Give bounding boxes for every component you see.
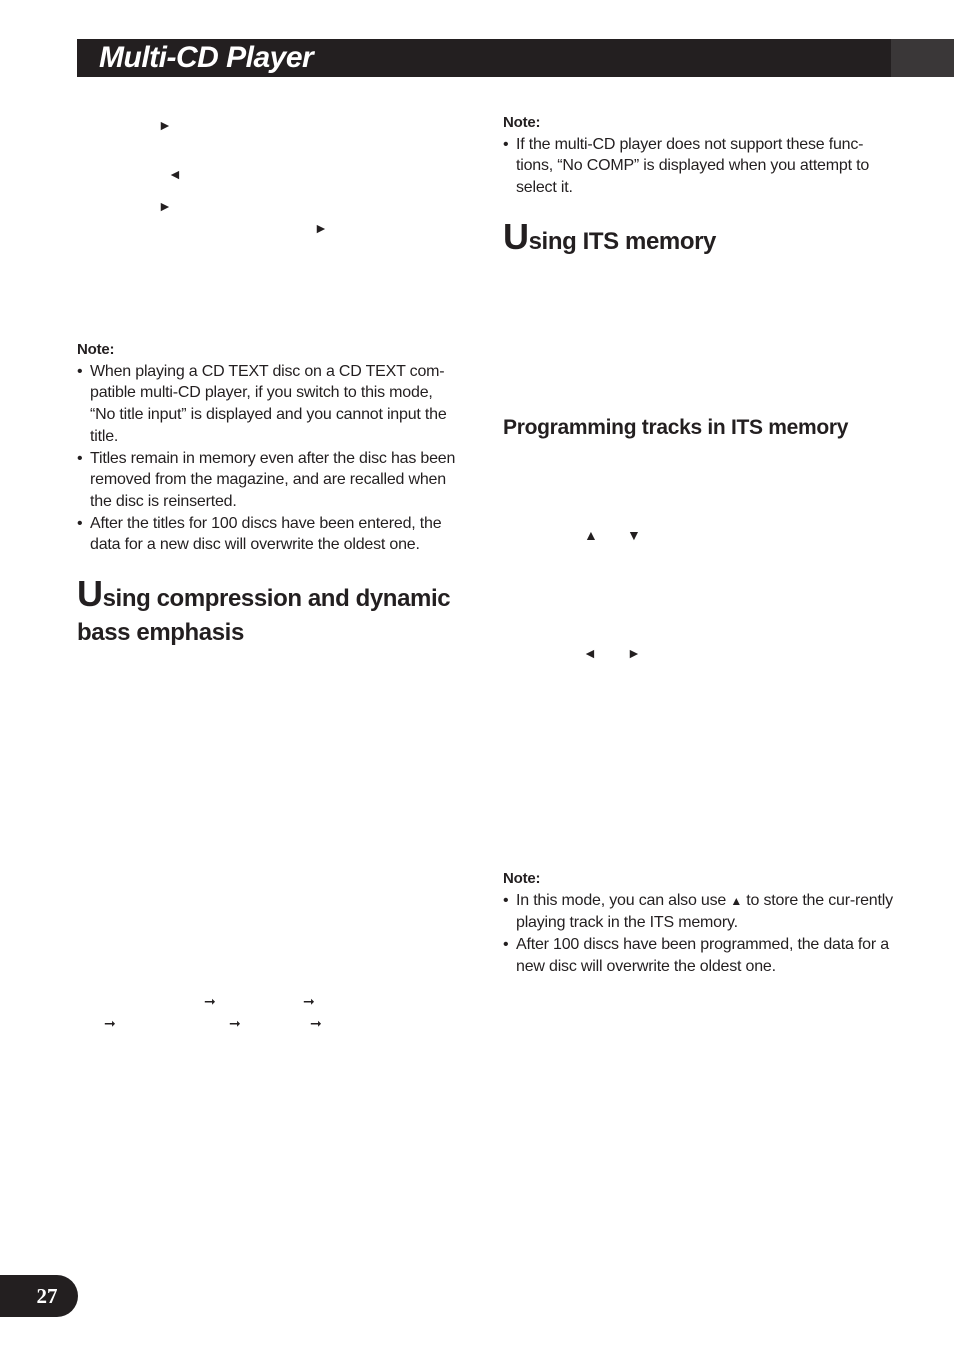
- play-right-icon: ►: [627, 645, 641, 661]
- right-bottom-note: [503, 868, 898, 978]
- note-label: Note:: [503, 114, 541, 131]
- play-right-icon: ►: [158, 198, 172, 214]
- right-top-note: [503, 112, 898, 199]
- note-bullet: • If the multi-CD player does not support these func-tions, “No COMP” is displayed when you attempt to select it.: [503, 134, 898, 199]
- section-initial: U: [77, 573, 103, 614]
- arrow-right-icon: ➞: [229, 1015, 241, 1031]
- compression-section-title: [77, 573, 462, 650]
- bullet-text: to store the cur-rently playing track in the ITS memory.: [516, 891, 893, 932]
- up-arrow-icon: ▲: [730, 893, 743, 908]
- note-label: Note:: [77, 341, 115, 358]
- play-right-icon: ►: [314, 220, 328, 236]
- arrow-right-icon: ➞: [303, 993, 315, 1009]
- down-arrow-icon: ▼: [627, 527, 641, 543]
- play-left-icon: ◄: [168, 166, 182, 182]
- section-title-rest: sing ITS memory: [528, 228, 716, 255]
- page-number: 27: [0, 1275, 78, 1317]
- note-bullet: • When playing a CD TEXT disc on a CD TEXT com-patible multi-CD player, if you switch to this mode, “No title input” is displayed and you cannot input the title.: [77, 361, 462, 448]
- note-bullet: • After 100 discs have been programmed, the data for a new disc will overwrite the oldest one.: [503, 934, 898, 977]
- page-title: Multi-CD Player: [99, 41, 314, 74]
- section-initial: U: [503, 216, 529, 257]
- section-tab: [891, 39, 954, 77]
- note-bullet: • After the titles for 100 discs have been entered, the data for a new disc will overwrite the oldest one.: [77, 513, 462, 556]
- arrow-right-icon: ➞: [104, 1015, 116, 1031]
- play-left-icon: ◄: [583, 645, 597, 661]
- note-label: Note:: [503, 870, 541, 887]
- header-bar: [77, 39, 954, 77]
- section-title-rest: sing compression and dynamic bass emphasis: [77, 585, 451, 646]
- its-section-title: [503, 216, 898, 259]
- arrow-right-icon: ➞: [204, 993, 216, 1009]
- arrow-right-icon: ➞: [310, 1015, 322, 1031]
- play-right-icon: ►: [158, 117, 172, 133]
- bullet-text: In this mode, you can also use: [516, 891, 731, 909]
- note-bullet: • Titles remain in memory even after the disc has been removed from the magazine, and are recalled when the disc is reinserted.: [77, 448, 462, 513]
- left-note: [77, 339, 462, 556]
- programming-subsection-title: Programming tracks in ITS memory: [503, 416, 849, 439]
- up-arrow-icon: ▲: [584, 527, 598, 543]
- note-bullet: [503, 890, 898, 934]
